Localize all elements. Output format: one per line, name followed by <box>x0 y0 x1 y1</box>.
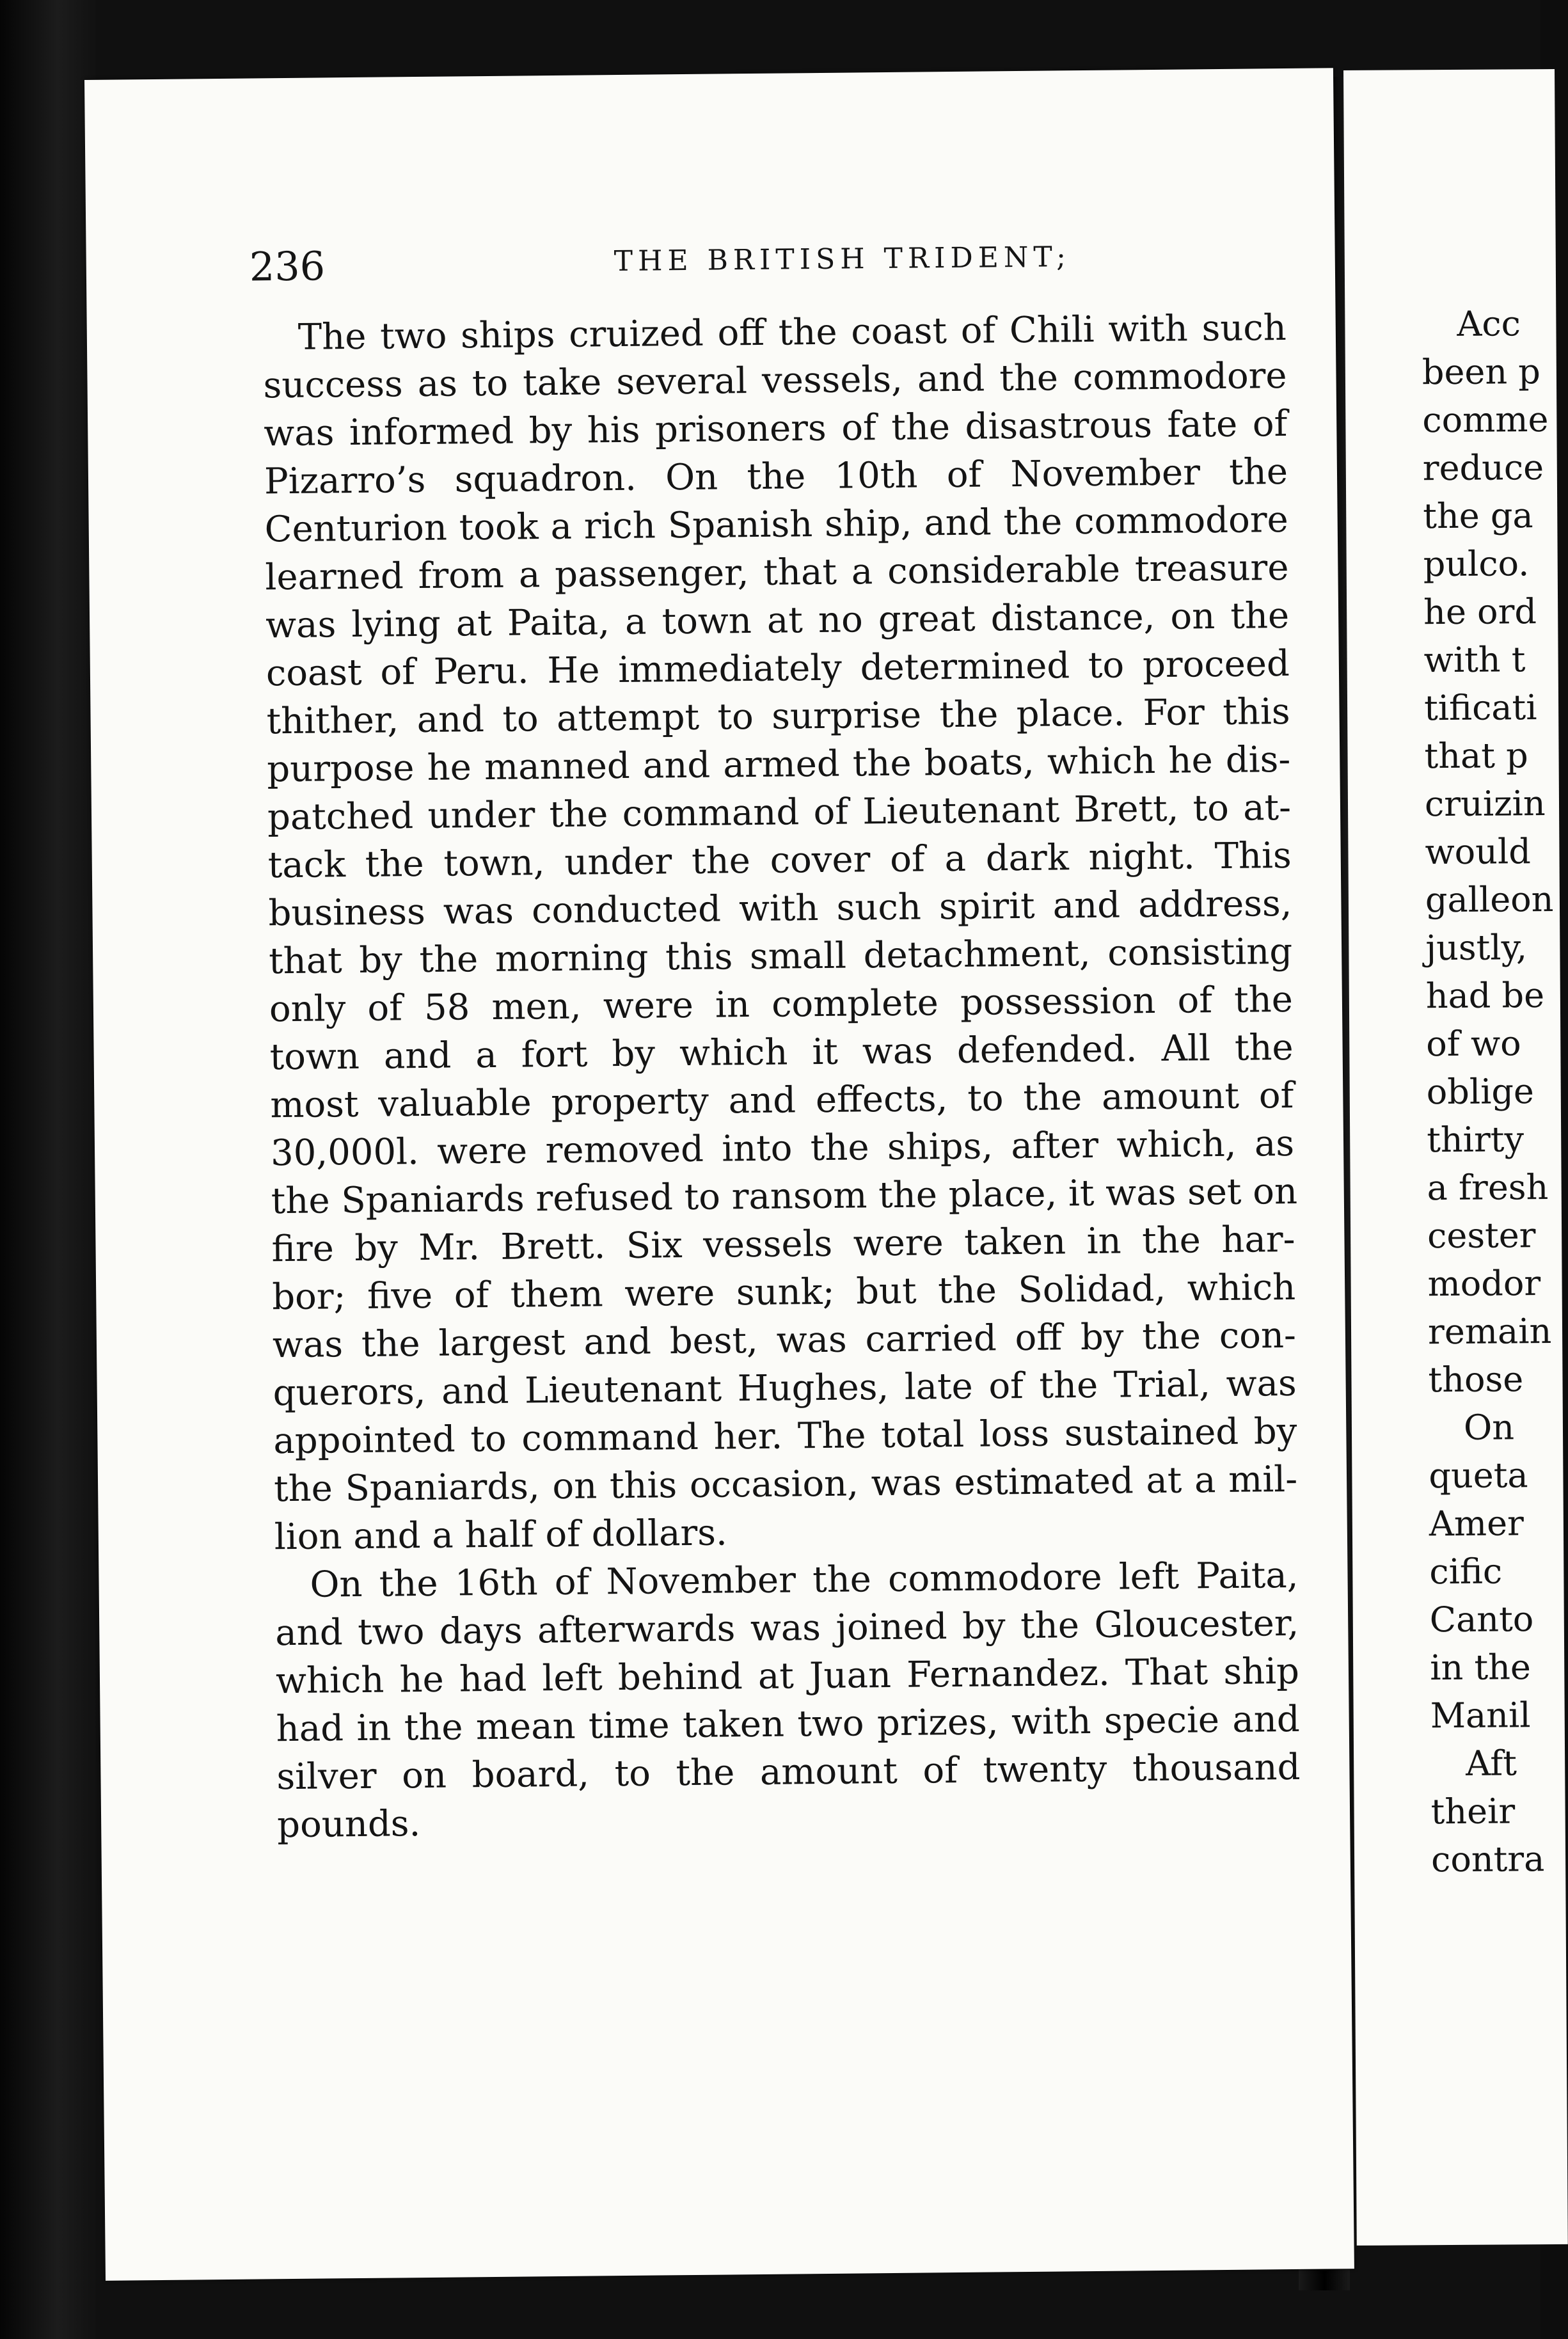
text-line: Pizarro’s squadron. On the 10th of November the <box>264 450 1288 503</box>
book-page <box>84 68 1354 2281</box>
facing-page-line: tificati <box>1423 687 1537 729</box>
text-line: silver on board, to the amount of twenty thousand <box>276 1746 1301 1798</box>
text-line: thither, and to attempt to surprise the place. For this <box>266 690 1290 743</box>
text-line: the Spaniards, on this occasion, was estimated at a mil- <box>273 1458 1298 1510</box>
text-line: tack the town, under the cover of a dark night. This <box>267 834 1292 887</box>
facing-page-line: of wo <box>1426 1023 1521 1065</box>
facing-page-line: comme <box>1422 399 1549 441</box>
facing-page-line: he ord <box>1423 591 1537 633</box>
facing-page-line: a fresh <box>1427 1167 1549 1209</box>
facing-page-line: galleon <box>1425 879 1554 921</box>
facing-page <box>1343 69 1568 2246</box>
text-line: The two ships cruized off the coast of Chili with such <box>297 306 1287 358</box>
text-line: bor; five of them were sunk; but the Solidad, which <box>271 1266 1296 1319</box>
text-line: coast of Peru. He immediately determined to proceed <box>265 642 1290 695</box>
facing-page-line: Amer <box>1429 1503 1524 1544</box>
text-line: appointed to command her. The total loss sustained by <box>273 1410 1297 1463</box>
running-head <box>249 235 1145 307</box>
text-line: was the largest and best, was carried off by the con- <box>272 1314 1297 1367</box>
text-line: pounds. <box>276 1803 421 1846</box>
facing-page-line: On <box>1463 1407 1515 1448</box>
facing-page-line: cruizin <box>1424 783 1546 825</box>
text-line: lion and a half of dollars. <box>274 1512 728 1558</box>
facing-page-line: had be <box>1425 975 1545 1017</box>
facing-page-line: the ga <box>1423 495 1533 537</box>
facing-page-line: Canto <box>1429 1599 1534 1640</box>
running-title: THE BRITISH TRIDENT; <box>614 241 1072 278</box>
page-number: 236 <box>249 242 326 290</box>
text-line: had in the mean time taken two prizes, with specie and <box>276 1698 1300 1750</box>
facing-page-line: modor <box>1427 1263 1541 1304</box>
text-line: and two days afterwards was joined by the Gloucester, <box>275 1602 1299 1654</box>
facing-page-text <box>1421 299 1560 1883</box>
text-line: business was conducted with such spirit and address, <box>268 882 1292 935</box>
facing-page-line: pulco. <box>1423 543 1530 585</box>
text-line: fire by Mr. Brett. Six vessels were taken in the har- <box>271 1218 1295 1271</box>
facing-page-line: Manil <box>1430 1695 1531 1736</box>
facing-page-line: those <box>1428 1359 1524 1400</box>
text-line: querors, and Lieutenant Hughes, late of the Trial, was <box>273 1362 1297 1415</box>
text-line: success as to take several vessels, and the commodore <box>263 354 1287 407</box>
text-line: patched under the command of Lieutenant Brett, to at- <box>267 786 1292 839</box>
text-line: which he had left behind at Juan Fernandez. That ship <box>275 1650 1300 1702</box>
text-line: most valuable property and effects, to the amount of <box>270 1074 1294 1127</box>
facing-page-line: their <box>1430 1791 1516 1832</box>
paragraph-1 <box>263 304 1299 1561</box>
text-line: was informed by his prisoners of the disastrous fate of <box>264 402 1288 455</box>
facing-page-line: cific <box>1429 1551 1503 1592</box>
facing-page-line: oblige <box>1426 1071 1535 1113</box>
facing-page-line: reduce <box>1422 447 1544 489</box>
facing-page-line: remain <box>1427 1311 1552 1352</box>
facing-page-line: Aft <box>1465 1743 1517 1784</box>
text-line: only of 58 men, were in complete possession of the <box>269 978 1294 1031</box>
facing-page-line: Acc <box>1457 303 1521 344</box>
paragraph-2 <box>274 1551 1301 1849</box>
text-line: the Spaniards refused to ransom the place, it was set on <box>271 1170 1298 1223</box>
text-line: purpose he manned and armed the boats, which he dis- <box>267 738 1291 791</box>
facing-page-line: with t <box>1423 639 1526 681</box>
facing-page-line: been p <box>1421 351 1541 393</box>
facing-page-line: contra <box>1430 1839 1545 1880</box>
facing-page-line: queta <box>1429 1455 1528 1496</box>
text-line: town and a fort by which it was defended. All the <box>269 1026 1294 1079</box>
facing-page-line: that p <box>1424 735 1528 777</box>
text-line: was lying at Paita, a town at no great distance, on the <box>265 594 1290 647</box>
body-text <box>263 304 1301 1849</box>
text-line: On the 16th of November the commodore left Paita, <box>310 1554 1299 1606</box>
text-line: that by the morning this small detachment, consisting <box>268 930 1293 983</box>
facing-page-line: in the <box>1430 1647 1532 1688</box>
facing-page-line: cester <box>1427 1215 1536 1257</box>
text-line: 30,000l. were removed into the ships, after which, as <box>270 1122 1295 1175</box>
book-binding-edge <box>0 0 96 2339</box>
facing-page-line: would <box>1425 831 1532 873</box>
facing-page-line: justly, <box>1425 927 1528 969</box>
text-line: learned from a passenger, that a considerable treasure <box>265 546 1289 599</box>
text-line: Centurion took a rich Spanish ship, and the commodore <box>264 498 1288 551</box>
facing-page-line: thirty <box>1427 1119 1524 1161</box>
